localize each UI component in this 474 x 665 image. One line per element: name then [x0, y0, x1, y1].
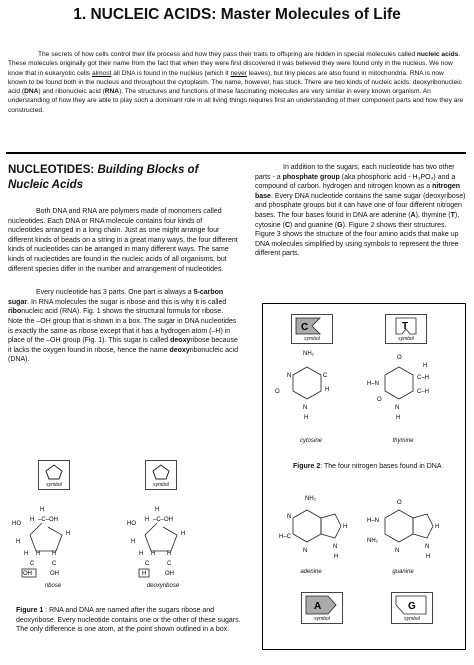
- sugar-structures: [8, 505, 258, 585]
- svg-text:H–C: H–C: [279, 534, 292, 540]
- ribose-structure: [12, 507, 70, 577]
- t-tag-icon: [386, 315, 426, 337]
- t-letter: T: [402, 321, 409, 332]
- svg-text:H: H: [142, 571, 147, 577]
- section-heading: NUCLEOTIDES: Building Blocks of Nucleic Acids: [8, 164, 199, 191]
- svg-text:H: H: [40, 507, 45, 513]
- svg-text:H: H: [304, 415, 309, 421]
- svg-text:O: O: [397, 500, 402, 506]
- pentagon-icon: [39, 461, 69, 481]
- right-paragraph-1: In addition to the sugars, each nucleotide has two other parts - a phosphate group (aka phosphoric acid - H₃PO₄) and a compound of carbon. hydrogen and nitrogen known as a nitrogen base. Every DNA nucleotide contains the same sugar (deoxyribose) and phosphate groups but it can have one of four different nitrogen bases. The four bases found in DNA are adenine (A), thymine (T), cytosine (C) and guanine (G). Figure 2 shows their structures. Figure 3 shows the structure of the four amino acids that make up DNA molecules simplified by using symbols to represent the three different parts.: [255, 164, 466, 258]
- svg-text:C–H: C–H: [417, 389, 430, 395]
- figure-2-caption: Figure 2: The four nitrogen bases found in DNA: [293, 463, 442, 470]
- svg-text:H: H: [52, 551, 57, 557]
- svg-text:H: H: [16, 539, 21, 545]
- svg-text:H: H: [343, 524, 348, 530]
- adenine-label: adenine: [300, 569, 322, 575]
- figure-1-caption: Figure 1 : RNA and DNA are named after the sugars ribose and deoxyribose. Every nucleotide contains one or the other of these sugars. The only difference is one atom, at the point shown outlined in a box.: [16, 607, 241, 634]
- svg-text:NH₂: NH₂: [367, 538, 378, 544]
- svg-text:N: N: [303, 548, 308, 554]
- svg-text:HO: HO: [12, 521, 21, 527]
- g-letter: G: [408, 601, 416, 612]
- cytosine-symbol: [291, 314, 333, 344]
- symbol-caption: symbol: [46, 482, 62, 488]
- svg-text:O: O: [377, 397, 382, 403]
- svg-text:H–N: H–N: [367, 381, 380, 387]
- svg-text:H: H: [30, 517, 35, 523]
- svg-text:N: N: [303, 405, 308, 411]
- symbol-caption: symbol: [398, 336, 414, 342]
- adenine-structure: [279, 496, 347, 560]
- svg-text:C–H: C–H: [417, 375, 430, 381]
- svg-text:N: N: [395, 405, 400, 411]
- svg-text:OH: OH: [50, 571, 59, 577]
- thymine-label: thymine: [392, 438, 414, 444]
- symbol-caption: symbol: [304, 336, 320, 342]
- svg-text:N: N: [395, 548, 400, 554]
- svg-text:O: O: [397, 355, 402, 361]
- left-paragraph-2: Every nucleotide has 3 parts. One part is always a 5-carbon sugar. In RNA molecules the sugar is ribose and this is why it is called ribonucleic acid (RNA). Fig. 1 shows the structural formula for ribose. Note the –OH group that is shown in a box. The sugar in DNA nucleotides is exactly the same as ribose except that it has a hydrogen atom (–H) in place of the –OH group (Fig. 1). This sugar is called deoxyribose because it lacks the oxygen found in ribose, hence the name deoxyribonucleic acid (DNA).: [8, 289, 238, 364]
- section-divider: [6, 152, 466, 154]
- svg-text:H: H: [145, 517, 150, 523]
- svg-text:N: N: [287, 373, 292, 379]
- deoxyribose-label: deoxyribose: [146, 583, 180, 589]
- svg-text:H: H: [435, 524, 440, 530]
- svg-text:–C–OH: –C–OH: [38, 517, 59, 523]
- adenine-symbol: [301, 592, 343, 624]
- svg-text:H: H: [426, 554, 431, 560]
- symbol-caption: symbol: [404, 616, 420, 622]
- deoxyribose-structure: [127, 507, 185, 577]
- a-letter: A: [314, 601, 322, 612]
- svg-text:O: O: [275, 389, 280, 395]
- svg-text:H: H: [181, 531, 186, 537]
- svg-text:C: C: [167, 561, 172, 567]
- cytosine-structure: [275, 351, 329, 421]
- deoxyribose-symbol: [145, 460, 177, 490]
- ribose-symbol: [38, 460, 70, 490]
- ribose-label: ribose: [44, 583, 62, 589]
- svg-text:N: N: [425, 544, 430, 550]
- svg-text:H: H: [396, 415, 401, 421]
- right-column: [255, 163, 467, 259]
- intro-paragraph: The secrets of how cells control their life process and how they pass their traits to offspring are hidden in special molecules called nucleic acids. These molecules originally got their name from the fact that when they were first discovered it was believed they were found only in the nucleus. We now know that in eukaryotic cells almost all DNA is found in the nucleus (which it never leaves), but tiny pieces are also found in mitochondria. RNA is now known to be found both in the nucleus and throughout the cytoplasm. The name, however, has stuck. There are two kinds of nucleic acids: deoxyribonucleic acid (DNA) and ribonucleic acid (RNA). The structures and functions of these fascinating molecules are very similar in every known organism. An understanding of how they are able to play such a dominant role in all living things requires first an understanding of their component parts and how they are constructed.: [8, 51, 464, 114]
- svg-text:N: N: [287, 514, 292, 520]
- page-title: 1. NUCLEIC ACIDS: Master Molecules of Life: [73, 6, 401, 23]
- svg-text:H: H: [139, 551, 144, 557]
- svg-text:C: C: [30, 561, 35, 567]
- svg-text:OH: OH: [165, 571, 174, 577]
- svg-text:C: C: [52, 561, 57, 567]
- svg-text:NH₂: NH₂: [303, 351, 314, 357]
- thymine-symbol: [385, 314, 427, 344]
- thymine-structure: [367, 355, 429, 421]
- svg-text:C: C: [145, 561, 150, 567]
- svg-text:H: H: [167, 551, 172, 557]
- left-paragraph-1: Both DNA and RNA are polymers made of monomers called nucleotides. Each DNA or RNA molecule contains four kinds of nucleotides arranged in a long chain. Just as one might arrange four different kinds of beads on a string in a great many ways, the four different kinds of nucleotides can be arranged in many different ways. The same kinds of nucleotides are found in the nucleic acids of all organisms, but different species differ in the number and arrangement of nucleotides.: [8, 208, 238, 273]
- symbol-caption: symbol: [153, 482, 169, 488]
- svg-text:H: H: [36, 551, 41, 557]
- svg-text:H: H: [24, 551, 29, 557]
- svg-text:NH₂: NH₂: [305, 496, 316, 502]
- symbol-caption: symbol: [314, 616, 330, 622]
- svg-text:H: H: [131, 539, 136, 545]
- figure-2-box: [262, 303, 466, 650]
- guanine-symbol: [391, 592, 433, 624]
- pyrimidine-structures: [273, 349, 453, 449]
- svg-text:H–N: H–N: [367, 518, 380, 524]
- svg-text:OH: OH: [23, 571, 32, 577]
- g-tag-icon: [392, 593, 432, 617]
- c-tag-icon: [292, 315, 332, 337]
- cytosine-label: cytosine: [299, 438, 322, 444]
- svg-text:–C–OH: –C–OH: [153, 517, 174, 523]
- purine-structures: [273, 494, 453, 579]
- svg-text:C: C: [323, 373, 328, 379]
- pentagon-icon: [146, 461, 176, 481]
- svg-text:H: H: [66, 531, 71, 537]
- a-tag-icon: [302, 593, 342, 617]
- guanine-label: guanine: [392, 569, 414, 575]
- svg-text:H: H: [423, 363, 428, 369]
- svg-text:H: H: [325, 387, 330, 393]
- c-letter: C: [301, 322, 309, 333]
- svg-text:HO: HO: [127, 521, 136, 527]
- left-column: [8, 163, 238, 365]
- svg-text:N: N: [333, 544, 338, 550]
- svg-text:H: H: [334, 554, 339, 560]
- svg-text:H: H: [151, 551, 156, 557]
- guanine-structure: [367, 500, 439, 560]
- svg-text:H: H: [155, 507, 160, 513]
